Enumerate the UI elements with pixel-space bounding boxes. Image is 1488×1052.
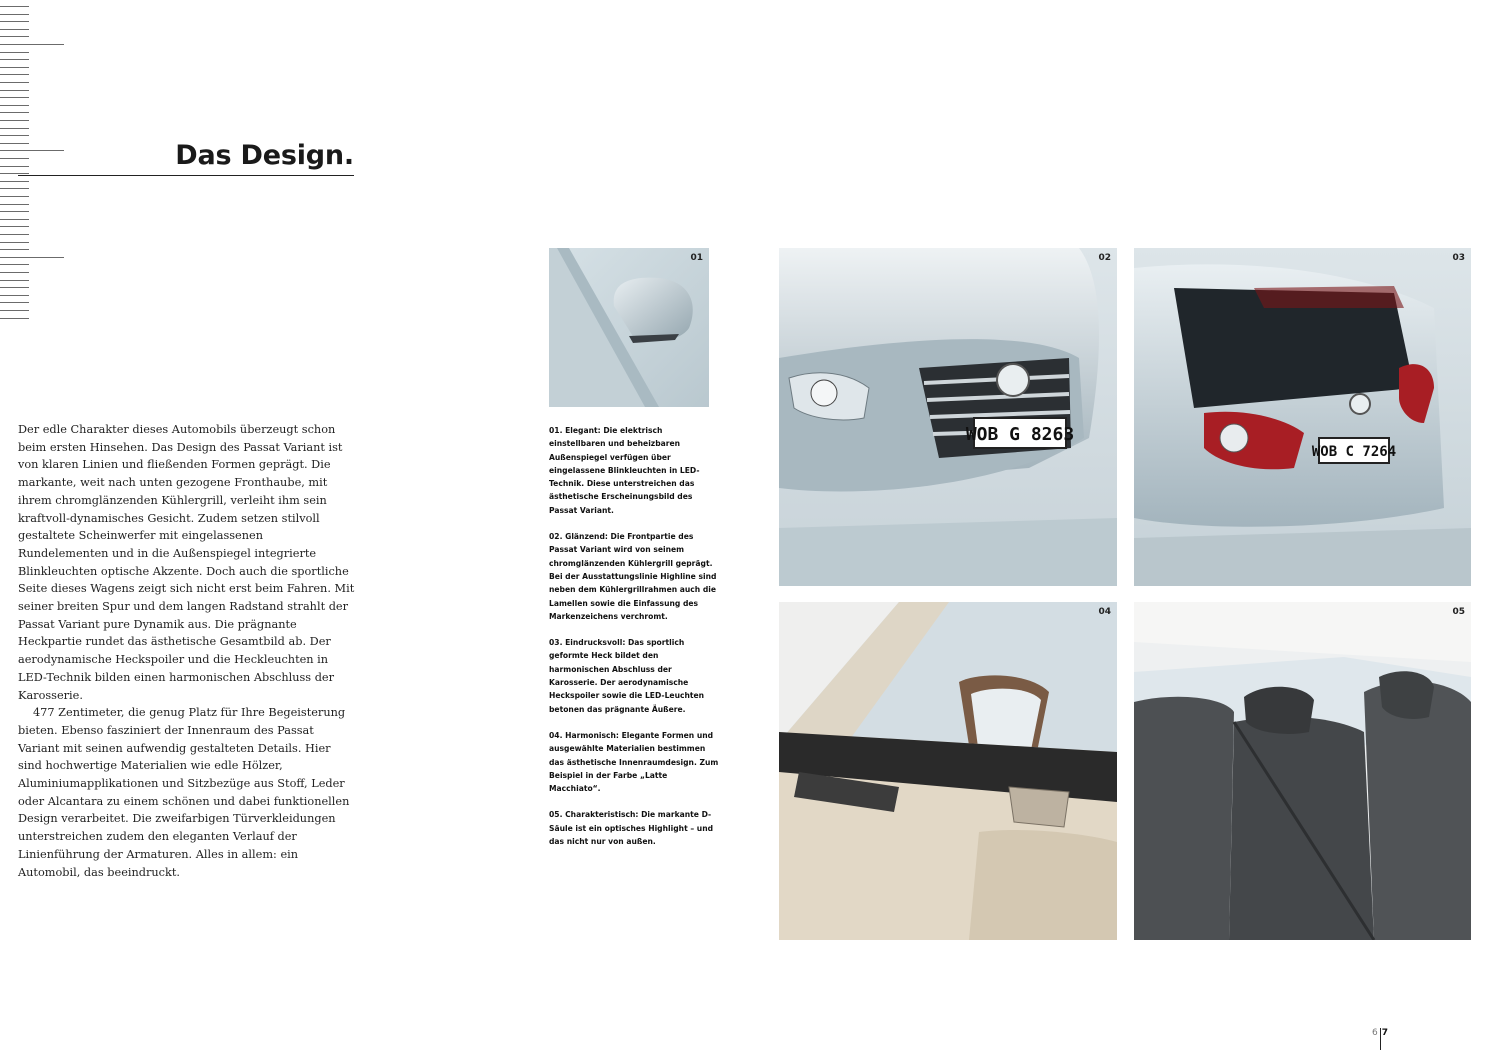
page-number-left: 6: [1372, 1028, 1378, 1038]
caption-02: 02. Glänzend: Die Frontpartie des Passat Variant wird von seinem chromglänzenden Kühlergrill geprägt. Bei der Ausstattungslinie Highline sind neben dem Kühlergrillrahmen auch die Lamellen sowie die Einfassung des Markenzeichens verchromt.: [549, 532, 717, 621]
rule-line: [0, 188, 29, 189]
rear-plate-text: WOB C 7264: [1311, 444, 1397, 460]
rule-line: [0, 90, 29, 91]
body-paragraph-1: Der edle Charakter dieses Automobils überzeugt schon beim ersten Hinsehen. Das Design des Passat Variant ist von klaren Linien und fließenden Formen geprägt. Die markante, weit nach unten gezogene Fronthaube, mit ihrem chromglänzenden Kühlergrill, verleiht ihm sein kraftvoll-dynamisches Gesicht. Zudem setzen stilvoll gestaltete Scheinwerfer mit eingelassenen Rundelementen und in die Außenspiegel integrierte Blinkleuchten optische Akzente. Doch auch die sportliche Seite dieses Wagens zeigt sich nicht erst beim Fahren. Mit seiner breiten Spur und dem langen Radstand strahlt der Passat Variant pure Dynamik aus. Die prägnante Heckpartie rundet das ästhetische Gesamtbild ab. Der aerodynamische Heckspoiler und die Heckleuchten in LED-Technik bilden einen harmonischen Abschluss der Karosserie.: [18, 423, 355, 702]
rule-line: [0, 242, 29, 243]
page-numbers: [1372, 1028, 1388, 1050]
front-plate-text: WOB G 8263: [965, 424, 1075, 445]
page-number-right: 7: [1381, 1028, 1388, 1038]
rule-line: [0, 128, 29, 129]
page-number-divider: [1380, 1028, 1381, 1050]
photo-number: 03: [1452, 253, 1465, 263]
rule-line: [0, 219, 29, 220]
rule-line: [0, 29, 29, 30]
rule-line: [0, 211, 29, 212]
rule-line: [0, 249, 29, 250]
rule-line: [0, 280, 29, 281]
rule-line: [0, 59, 29, 60]
rule-line: [0, 287, 29, 288]
photo-number: 02: [1098, 253, 1111, 263]
caption-04: 04. Harmonisch: Elegante Formen und ausgewählte Materialien bestimmen das ästhetische Innenraumdesign. Zum Beispiel in der Farbe „Latte Macchiato“.: [549, 730, 719, 794]
rule-line: [0, 52, 29, 53]
rule-line: [0, 310, 29, 311]
rule-line: [0, 105, 29, 106]
rule-line: [0, 204, 29, 205]
rule-line: [0, 74, 29, 75]
rule-line: [0, 302, 29, 303]
rule-line: [0, 272, 29, 273]
rule-line: [0, 36, 29, 37]
rule-line: [0, 67, 29, 68]
body-paragraph-2: 477 Zentimeter, die genug Platz für Ihre Begeisterung bieten. Ebenso fasziniert der Innenraum des Passat Variant mit seinen aufwendig gestalteten Details. Hier sind hochwertige Materialien wie edle Hölzer, Aluminiumapplikationen und Sitzbezüge aus Stoff, Leder oder Alcantara zu einem schönen und dabei funktionellen Design verarbeitet. Die zweifarbigen Türverkleidungen unterstreichen zudem den eleganten Verlauf der Linienführung der Armaturen. Alles in allem: ein Automobil, das beeindruckt.: [18, 706, 350, 879]
photo-captions: [549, 424, 721, 861]
rule-line: [0, 295, 29, 296]
photo-04-interior: [779, 602, 1117, 940]
rule-line: [0, 135, 29, 136]
rule-line: [0, 120, 29, 121]
rule-line: [0, 97, 29, 98]
caption-01: 01. Elegant: Die elektrisch einstellbaren und beheizbaren Außenspiegel verfügen über eingelassene Blinkleuchten in LED-Technik. Diese unterstreichen das ästhetische Erscheinungsbild des Passat Variant.: [549, 426, 700, 515]
rule-line: [0, 318, 29, 319]
photo-01-mirror: [549, 248, 709, 407]
rule-line: [0, 44, 64, 45]
rule-line: [0, 82, 29, 83]
rule-line: [0, 14, 29, 15]
photo-02-front: [779, 248, 1117, 586]
photo-number: 01: [690, 253, 703, 263]
rule-line: [0, 181, 29, 182]
photo-number: 04: [1098, 607, 1111, 617]
rule-line: [0, 112, 29, 113]
photo-05-seats: [1134, 602, 1471, 940]
rule-line: [0, 257, 64, 258]
rule-line: [0, 226, 29, 227]
photo-03-rear: [1134, 248, 1471, 586]
page-title: Das Design.: [18, 140, 354, 176]
caption-03: 03. Eindrucksvoll: Das sportlich geformte Heck bildet den harmonischen Abschluss der Karosserie. Der aerodynamische Heckspoiler sowie die LED-Leuchten betonen das prägnante Äußere.: [549, 638, 705, 714]
rule-line: [0, 6, 29, 7]
rule-line: [0, 196, 29, 197]
caption-05: 05. Charakteristisch: Die markante D-Säule ist ein optisches Highlight – und das nicht nur von außen.: [549, 810, 714, 847]
body-text: [18, 421, 356, 881]
rule-line: [0, 21, 29, 22]
rule-line: [0, 264, 29, 265]
photo-number: 05: [1452, 607, 1465, 617]
rule-line: [0, 234, 29, 235]
